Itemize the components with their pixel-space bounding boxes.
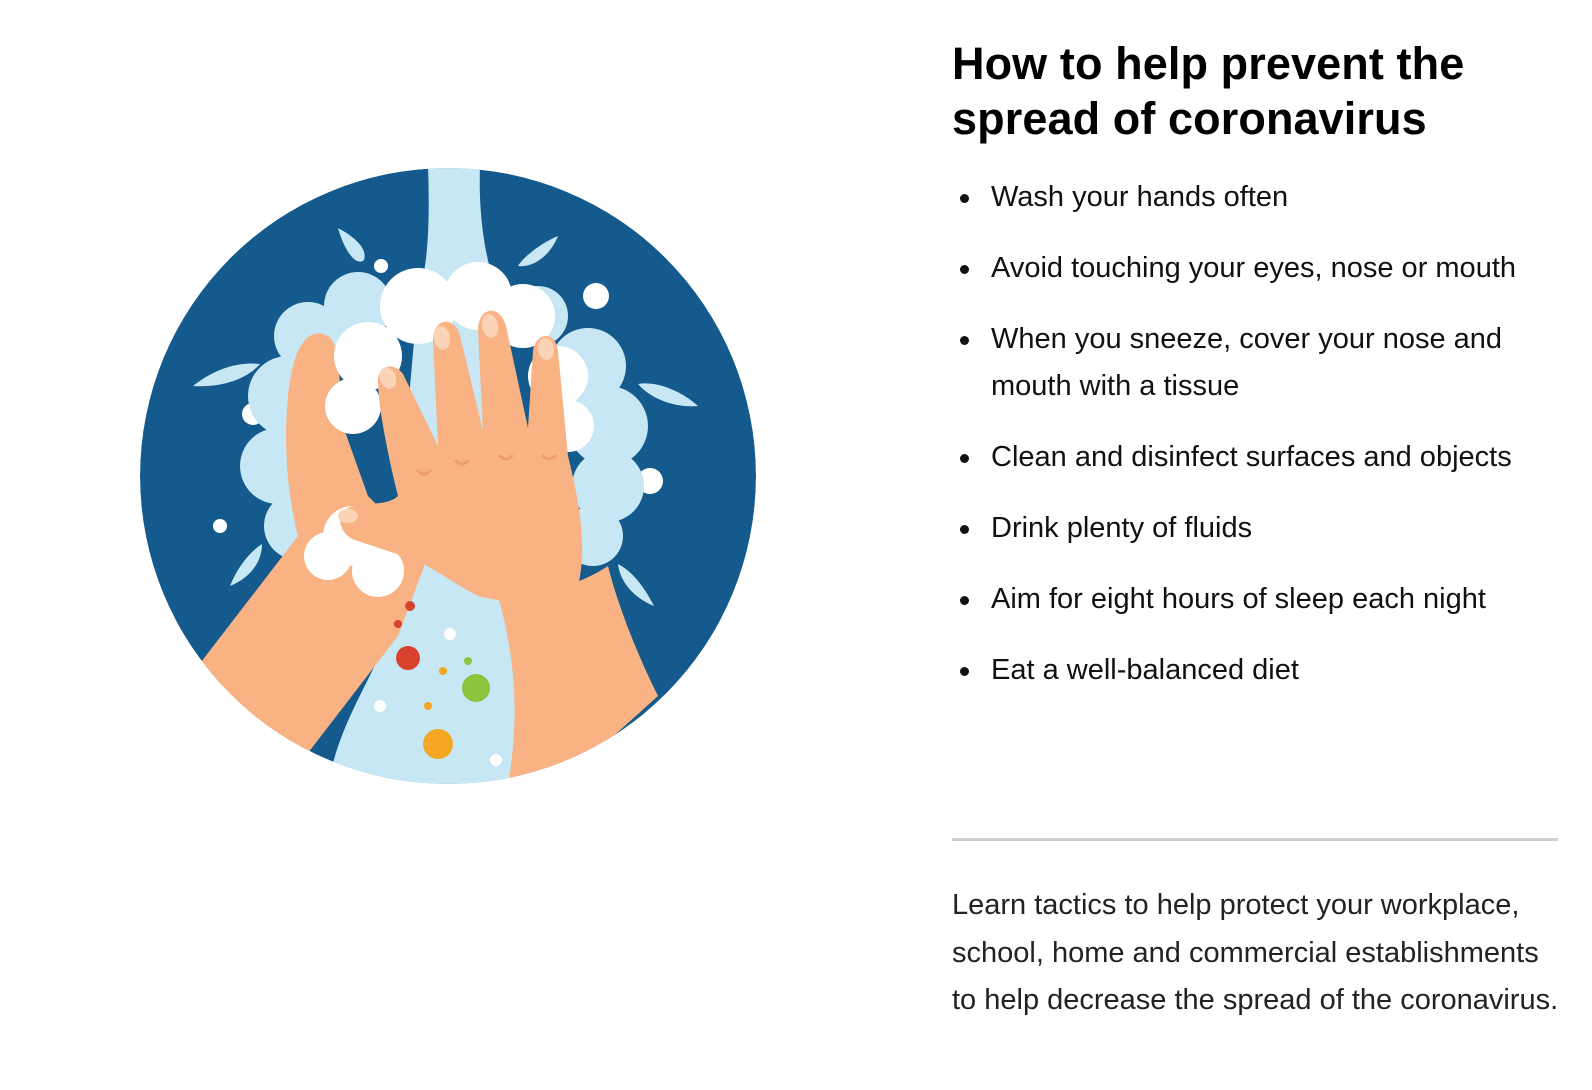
tip-text: Eat a well-balanced diet [991,654,1299,686]
list-item [952,434,1562,481]
tip-text: Wash your hands often [991,181,1289,213]
handwashing-illustration-icon [138,166,758,786]
bullet-icon [960,525,969,534]
bullet-icon [960,336,969,345]
list-item [952,647,1562,694]
prevention-tips-list [952,174,1562,694]
page-title: How to help prevent the spread of coronavirus [952,38,1465,144]
tip-text: Avoid touching your eyes, nose or mouth [991,252,1517,284]
list-item [952,505,1562,552]
list-item [952,245,1562,292]
list-item [952,174,1562,221]
section-divider [952,838,1558,841]
tip-text: Drink plenty of fluids [991,512,1253,544]
tip-text: Clean and disinfect surfaces and objects [991,441,1512,473]
handwashing-illustration [138,166,758,786]
bullet-icon [960,454,969,463]
bullet-icon [960,265,969,274]
learn-tactics-text: Learn tactics to help protect your workplace, school, home and commercial establishments to help decrease the spread of the coronavirus. [952,889,1559,1016]
list-item [952,576,1562,623]
tip-text: Aim for eight hours of sleep each night [991,583,1486,615]
bullet-icon [960,596,969,605]
prevention-content [952,36,1562,718]
bullet-icon [960,667,969,676]
tip-text: When you sneeze, cover your nose and mouth with a tissue [991,323,1503,402]
list-item [952,316,1562,410]
bullet-icon [960,194,969,203]
